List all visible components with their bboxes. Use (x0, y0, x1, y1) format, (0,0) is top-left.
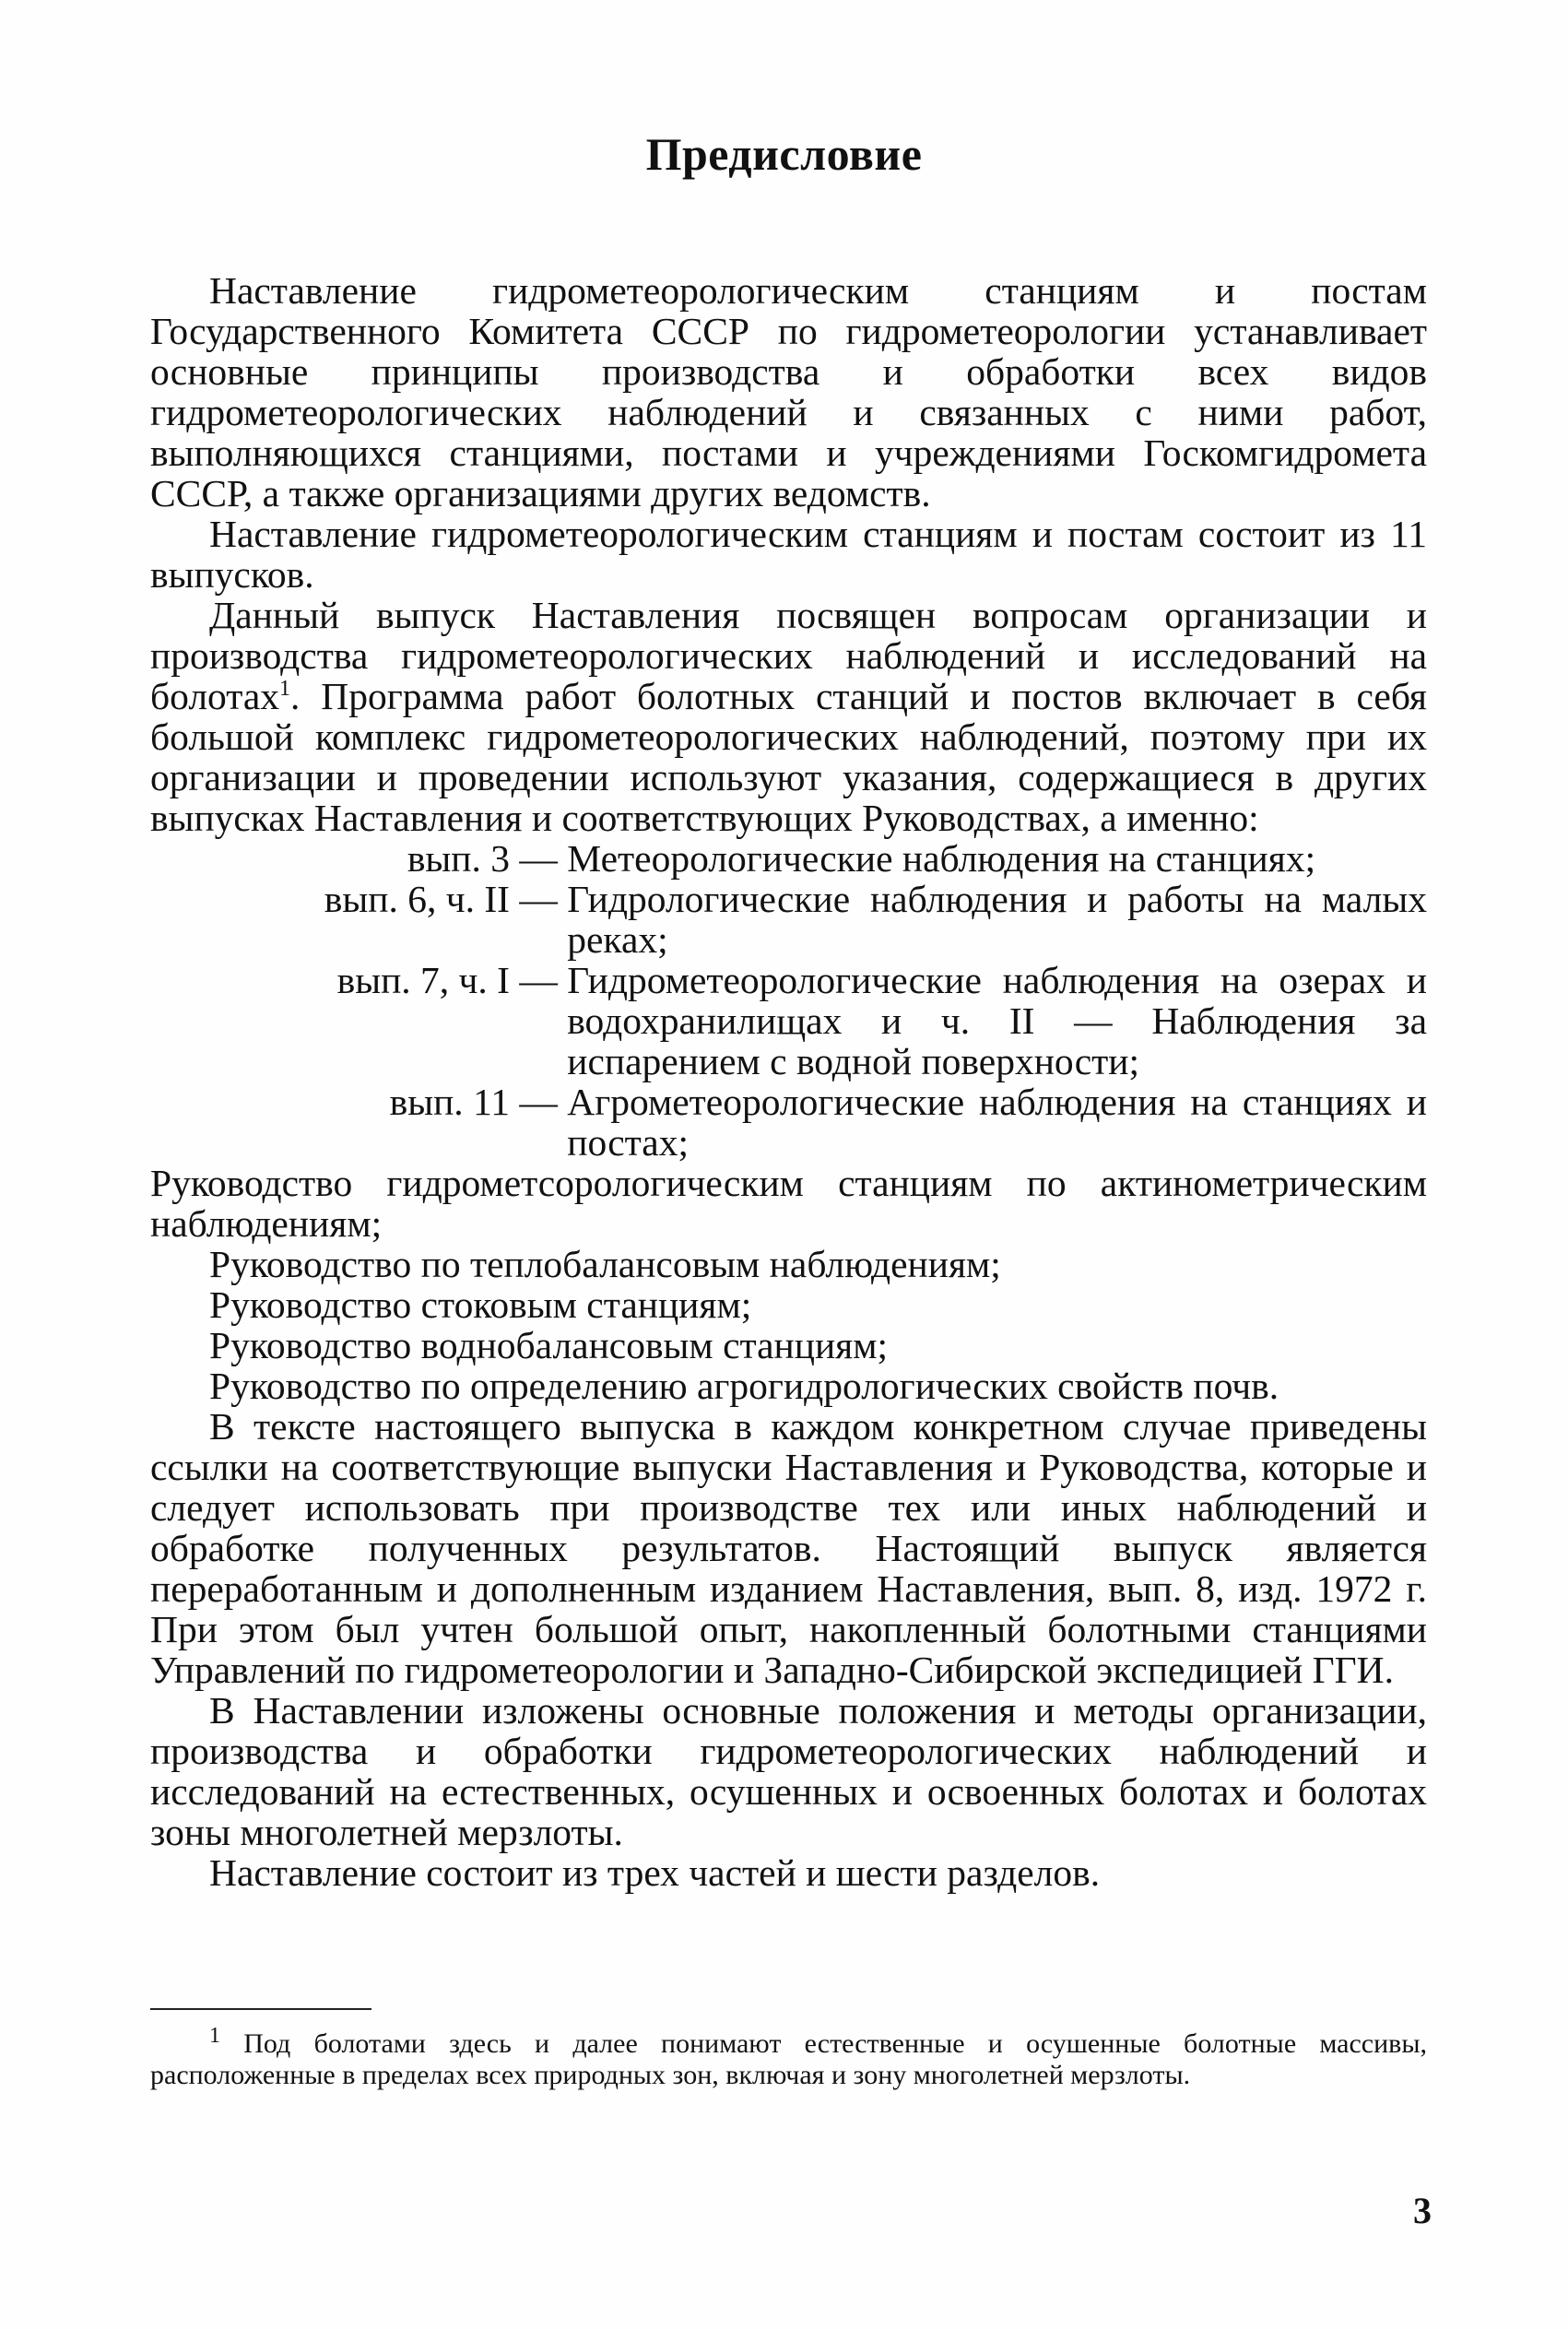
guide-item: Руководство стоковым станциям; (209, 1283, 752, 1326)
footnote-text: Под болотами здесь и далее понимают естественные и осушенные болотные массивы, расположенные в пределах всех природных зон, включая и зону многолетней мерзлоты. (150, 2028, 1427, 2090)
paragraph-2: Наставление гидрометеорологическим станциям и постам состоит из 11 выпусков. (150, 513, 1427, 596)
guide-item (150, 1163, 1427, 1244)
paragraph-1: Наставление гидрометеорологическим станциям и постам Государственного Комитета СССР по гидрометеорологии устанавливает основные принципы производства и обработки всех видов гидрометеорологических наблюдений и связанных с ними работ, выполняющихся станциями, постами и учреждениями Госкомгидромета СССР, а также организациями других ведомств. (150, 269, 1427, 514)
issue-dash: — (510, 878, 568, 920)
issue-dash: — (510, 837, 568, 880)
issue-text: Метеорологические наблюдения на станциях; (567, 837, 1316, 880)
issue-text: Гидрологические наблюдения и работы на малых реках; (567, 878, 1427, 961)
footnote (150, 2024, 1427, 2091)
issue-label: вып. 3 (407, 837, 510, 880)
issue-label: вып. 11 (389, 1081, 510, 1123)
paragraph-4: В тексте настоящего выпуска в каждом конкретном случае приведены ссылки на соответствующие выпуски Наставления и Руководства, которые и следует использовать при производстве тех или иных наблюдений и обработке полученных результатов. Настоящий выпуск является переработанным и дополненным изданием Наставления, вып. 8, изд. 1972 г. При этом был учтен большой опыт, накопленный болотными станциями Управлений по гидрометеорологии и Западно-Сибирской экспедицией ГГИ. (150, 1405, 1427, 1691)
footnote-reference: 1 (279, 677, 291, 702)
paragraph-3-text-after: . Программа работ болотных станций и постов включает в себя большой комплекс гидрометеорологических наблюдений, поэтому при их организации и проведении используют указания, содержащиеся в других выпусках Наставления и соответствующих Руководствах, а именно: (150, 675, 1427, 839)
list-item (150, 838, 1427, 879)
guide-item: Руководство по определению агрогидрологических свойств почв. (209, 1365, 1279, 1407)
preface-body (150, 270, 1427, 1893)
issue-dash: — (510, 1081, 568, 1123)
issue-text: Гидрометеорологические наблюдения на озерах и водохранилищах и ч. II — Наблюдения за испарением с водной поверхности; (567, 959, 1427, 1082)
issue-dash: — (510, 959, 568, 1001)
paragraph-3-text-before: Данный выпуск Наставления посвящен вопросам организации и производства гидрометеорологических наблюдений и исследований на болотах (150, 594, 1427, 717)
page-title: Предисловие (645, 128, 923, 180)
footnote-marker: 1 (209, 2024, 220, 2048)
paragraph-5: В Наставлении изложены основные положения и методы организации, производства и обработки гидрометеорологических наблюдений и исследований на естественных, осушенных и освоенных болотах и болотах зоны многолетней мерзлоты. (150, 1689, 1427, 1853)
list-item (150, 879, 1427, 960)
footnote-divider (150, 2008, 371, 2010)
guide-item: Руководство воднобалансовым станциям; (209, 1324, 889, 1366)
issue-label: вып. 6, ч. II (324, 878, 510, 920)
issue-label: вып. 7, ч. I (336, 959, 510, 1001)
guide-item: Руководство по теплобалансовым наблюдениям; (209, 1243, 1001, 1285)
list-item (150, 960, 1427, 1082)
guide-text: Руководство гидрометсорологическим станциям по актинометрическим наблюдениям; (150, 1162, 1427, 1245)
issues-list (150, 838, 1427, 1163)
page-number: 3 (1413, 2190, 1432, 2231)
paragraph-3 (150, 595, 1427, 838)
paragraph-6: Наставление состоит из трех частей и шести разделов. (209, 1851, 1101, 1894)
list-item (150, 1082, 1427, 1163)
issue-text: Агрометеорологические наблюдения на станциях и постах; (567, 1081, 1427, 1164)
